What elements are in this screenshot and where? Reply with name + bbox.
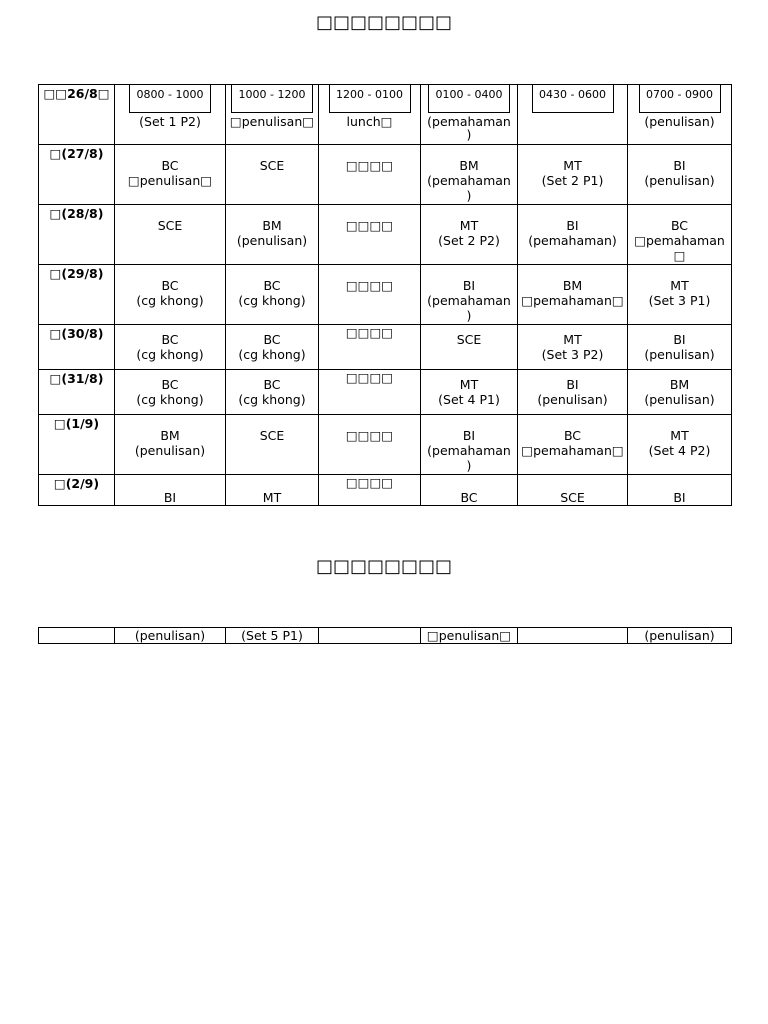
subject-text: (Set 5 P1) [241, 628, 303, 643]
schedule-cell [628, 415, 732, 475]
subject-text: BI (penulisan) [644, 332, 715, 362]
time-slot-header [518, 85, 628, 145]
subject-text: BM (pemahaman ) [427, 158, 511, 203]
subject-text: □□□□ [345, 475, 394, 490]
subject-text: (penulisan) [644, 628, 715, 643]
table-row [39, 205, 732, 265]
day-label: □(29/8) [39, 265, 115, 325]
schedule-cell [319, 475, 421, 506]
table-row [39, 370, 732, 415]
subject-text: □□□□ [345, 218, 394, 233]
subject-text: □□□□ [345, 325, 394, 340]
schedule-cell [518, 628, 628, 644]
subject-text: BC □pemahaman □ [634, 218, 725, 263]
schedule-cell [421, 370, 518, 415]
time-slot-box: 0800 - 1000 [129, 85, 211, 113]
subject-text: SCE [456, 332, 482, 347]
schedule-cell [319, 205, 421, 265]
schedule-cell [518, 325, 628, 370]
schedule-cell [628, 265, 732, 325]
schedule-cell [518, 370, 628, 415]
slot-note [518, 113, 627, 115]
schedule-cell [226, 265, 319, 325]
table-row [39, 415, 732, 475]
subject-text: BC (cg khong) [238, 332, 306, 362]
schedule-cell [421, 145, 518, 205]
subject-text: □□□□ [345, 428, 394, 443]
schedule-cell [115, 325, 226, 370]
time-slot-box: 0100 - 0400 [428, 85, 510, 113]
subject-text: MT [262, 490, 282, 505]
schedule-cell [628, 475, 732, 506]
schedule-cell [319, 370, 421, 415]
schedule-cell [226, 415, 319, 475]
subject-text: MT (Set 2 P1) [541, 158, 604, 188]
day-label: □(30/8) [39, 325, 115, 370]
day-label: □(2/9) [39, 475, 115, 506]
subject-text: BC (cg khong) [136, 278, 204, 308]
schedule-cell [115, 205, 226, 265]
schedule-cell [518, 265, 628, 325]
table-row [39, 628, 732, 644]
table-row [39, 265, 732, 325]
subject-text: MT (Set 2 P2) [438, 218, 500, 248]
subject-text: BI [673, 490, 686, 505]
subject-text: BM □pemahaman□ [521, 278, 624, 308]
day-label [39, 628, 115, 644]
subject-text: BI [163, 490, 177, 505]
time-slot-box: 1000 - 1200 [231, 85, 313, 113]
subject-text: BC (cg khong) [136, 377, 204, 407]
subject-text: BI (penulisan) [644, 158, 715, 188]
schedule-cell [115, 145, 226, 205]
time-slot-header [226, 85, 319, 145]
subject-text: BC (cg khong) [136, 332, 204, 362]
table-row [39, 325, 732, 370]
schedule-cell [421, 628, 518, 644]
schedule-cell [518, 475, 628, 506]
schedule-cell [628, 370, 732, 415]
day-label: □□26/8□ [39, 85, 115, 145]
schedule-cell [115, 628, 226, 644]
schedule-cell [319, 325, 421, 370]
subject-text: BI (pemahaman ) [427, 428, 511, 473]
slot-note: □penulisan□ [229, 114, 315, 129]
schedule-cell [319, 145, 421, 205]
page-title-2: □□□□□□□□ [315, 556, 453, 577]
day-label: □(27/8) [39, 145, 115, 205]
slot-note: (penulisan) [644, 114, 715, 129]
day-label: □(1/9) [39, 415, 115, 475]
day-label: □(31/8) [39, 370, 115, 415]
table-row [39, 85, 732, 145]
slot-note: (pemahaman ) [427, 114, 511, 142]
subject-text: BM (penulisan) [134, 428, 206, 458]
schedule-cell [518, 205, 628, 265]
subject-text: SCE [157, 218, 183, 233]
time-slot-header [115, 85, 226, 145]
slot-note: (Set 1 P2) [139, 114, 201, 129]
schedule-cell [421, 475, 518, 506]
schedule-cell [226, 325, 319, 370]
schedule-cell [226, 370, 319, 415]
schedule-cell [226, 145, 319, 205]
subject-text: MT (Set 3 P1) [648, 278, 711, 308]
schedule-cell [421, 415, 518, 475]
subject-text: BI (penulisan) [537, 377, 608, 407]
schedule-cell [628, 628, 732, 644]
subject-text: □□□□ [345, 158, 394, 173]
schedule-cell [115, 265, 226, 325]
subject-text: BI (pemahaman ) [427, 278, 511, 323]
page-title: □□□□□□□□ [315, 12, 453, 33]
subject-text: BC [460, 490, 478, 505]
subject-text: BM (penulisan) [236, 218, 308, 248]
schedule-cell [319, 265, 421, 325]
subject-text: (penulisan) [134, 628, 206, 643]
schedule-cell [421, 325, 518, 370]
time-slot-box: 0700 - 0900 [639, 85, 721, 113]
time-slot-box: 0430 - 0600 [532, 85, 614, 113]
schedule-table [38, 84, 732, 506]
time-slot-header [628, 85, 732, 145]
schedule-cell [628, 145, 732, 205]
subject-text: □□□□ [345, 370, 394, 385]
subject-text: MT (Set 3 P2) [541, 332, 604, 362]
schedule-cell [319, 415, 421, 475]
table-row [39, 475, 732, 506]
subject-text: BC (cg khong) [238, 278, 306, 308]
slot-note: lunch□ [346, 114, 393, 129]
subject-text: SCE [259, 158, 285, 173]
subject-text: MT (Set 4 P1) [438, 377, 500, 407]
subject-text: BC (cg khong) [238, 377, 306, 407]
schedule-cell [226, 475, 319, 506]
subject-text: □□□□ [345, 278, 394, 293]
schedule-cell [115, 370, 226, 415]
schedule-cell [319, 628, 421, 644]
day-label: □(28/8) [39, 205, 115, 265]
time-slot-header [319, 85, 421, 145]
schedule-cell [421, 265, 518, 325]
table-row [39, 145, 732, 205]
schedule-table-continued [38, 627, 732, 644]
schedule-cell [115, 415, 226, 475]
subject-text: BM (penulisan) [644, 377, 715, 407]
subject-text: SCE [560, 490, 585, 505]
schedule-cell [628, 205, 732, 265]
schedule-cell [226, 205, 319, 265]
subject-text: BI (pemahaman) [528, 218, 617, 248]
schedule-cell [518, 145, 628, 205]
subject-text: □penulisan□ [426, 628, 512, 643]
subject-text: SCE [259, 428, 285, 443]
time-slot-box: 1200 - 0100 [329, 85, 411, 113]
subject-text: MT (Set 4 P2) [648, 428, 711, 458]
schedule-cell [628, 325, 732, 370]
time-slot-header [421, 85, 518, 145]
schedule-cell [226, 628, 319, 644]
schedule-cell [518, 415, 628, 475]
subject-text: BC □penulisan□ [127, 158, 213, 188]
schedule-cell [421, 205, 518, 265]
subject-text: BC □pemahaman□ [521, 428, 624, 458]
schedule-cell [115, 475, 226, 506]
